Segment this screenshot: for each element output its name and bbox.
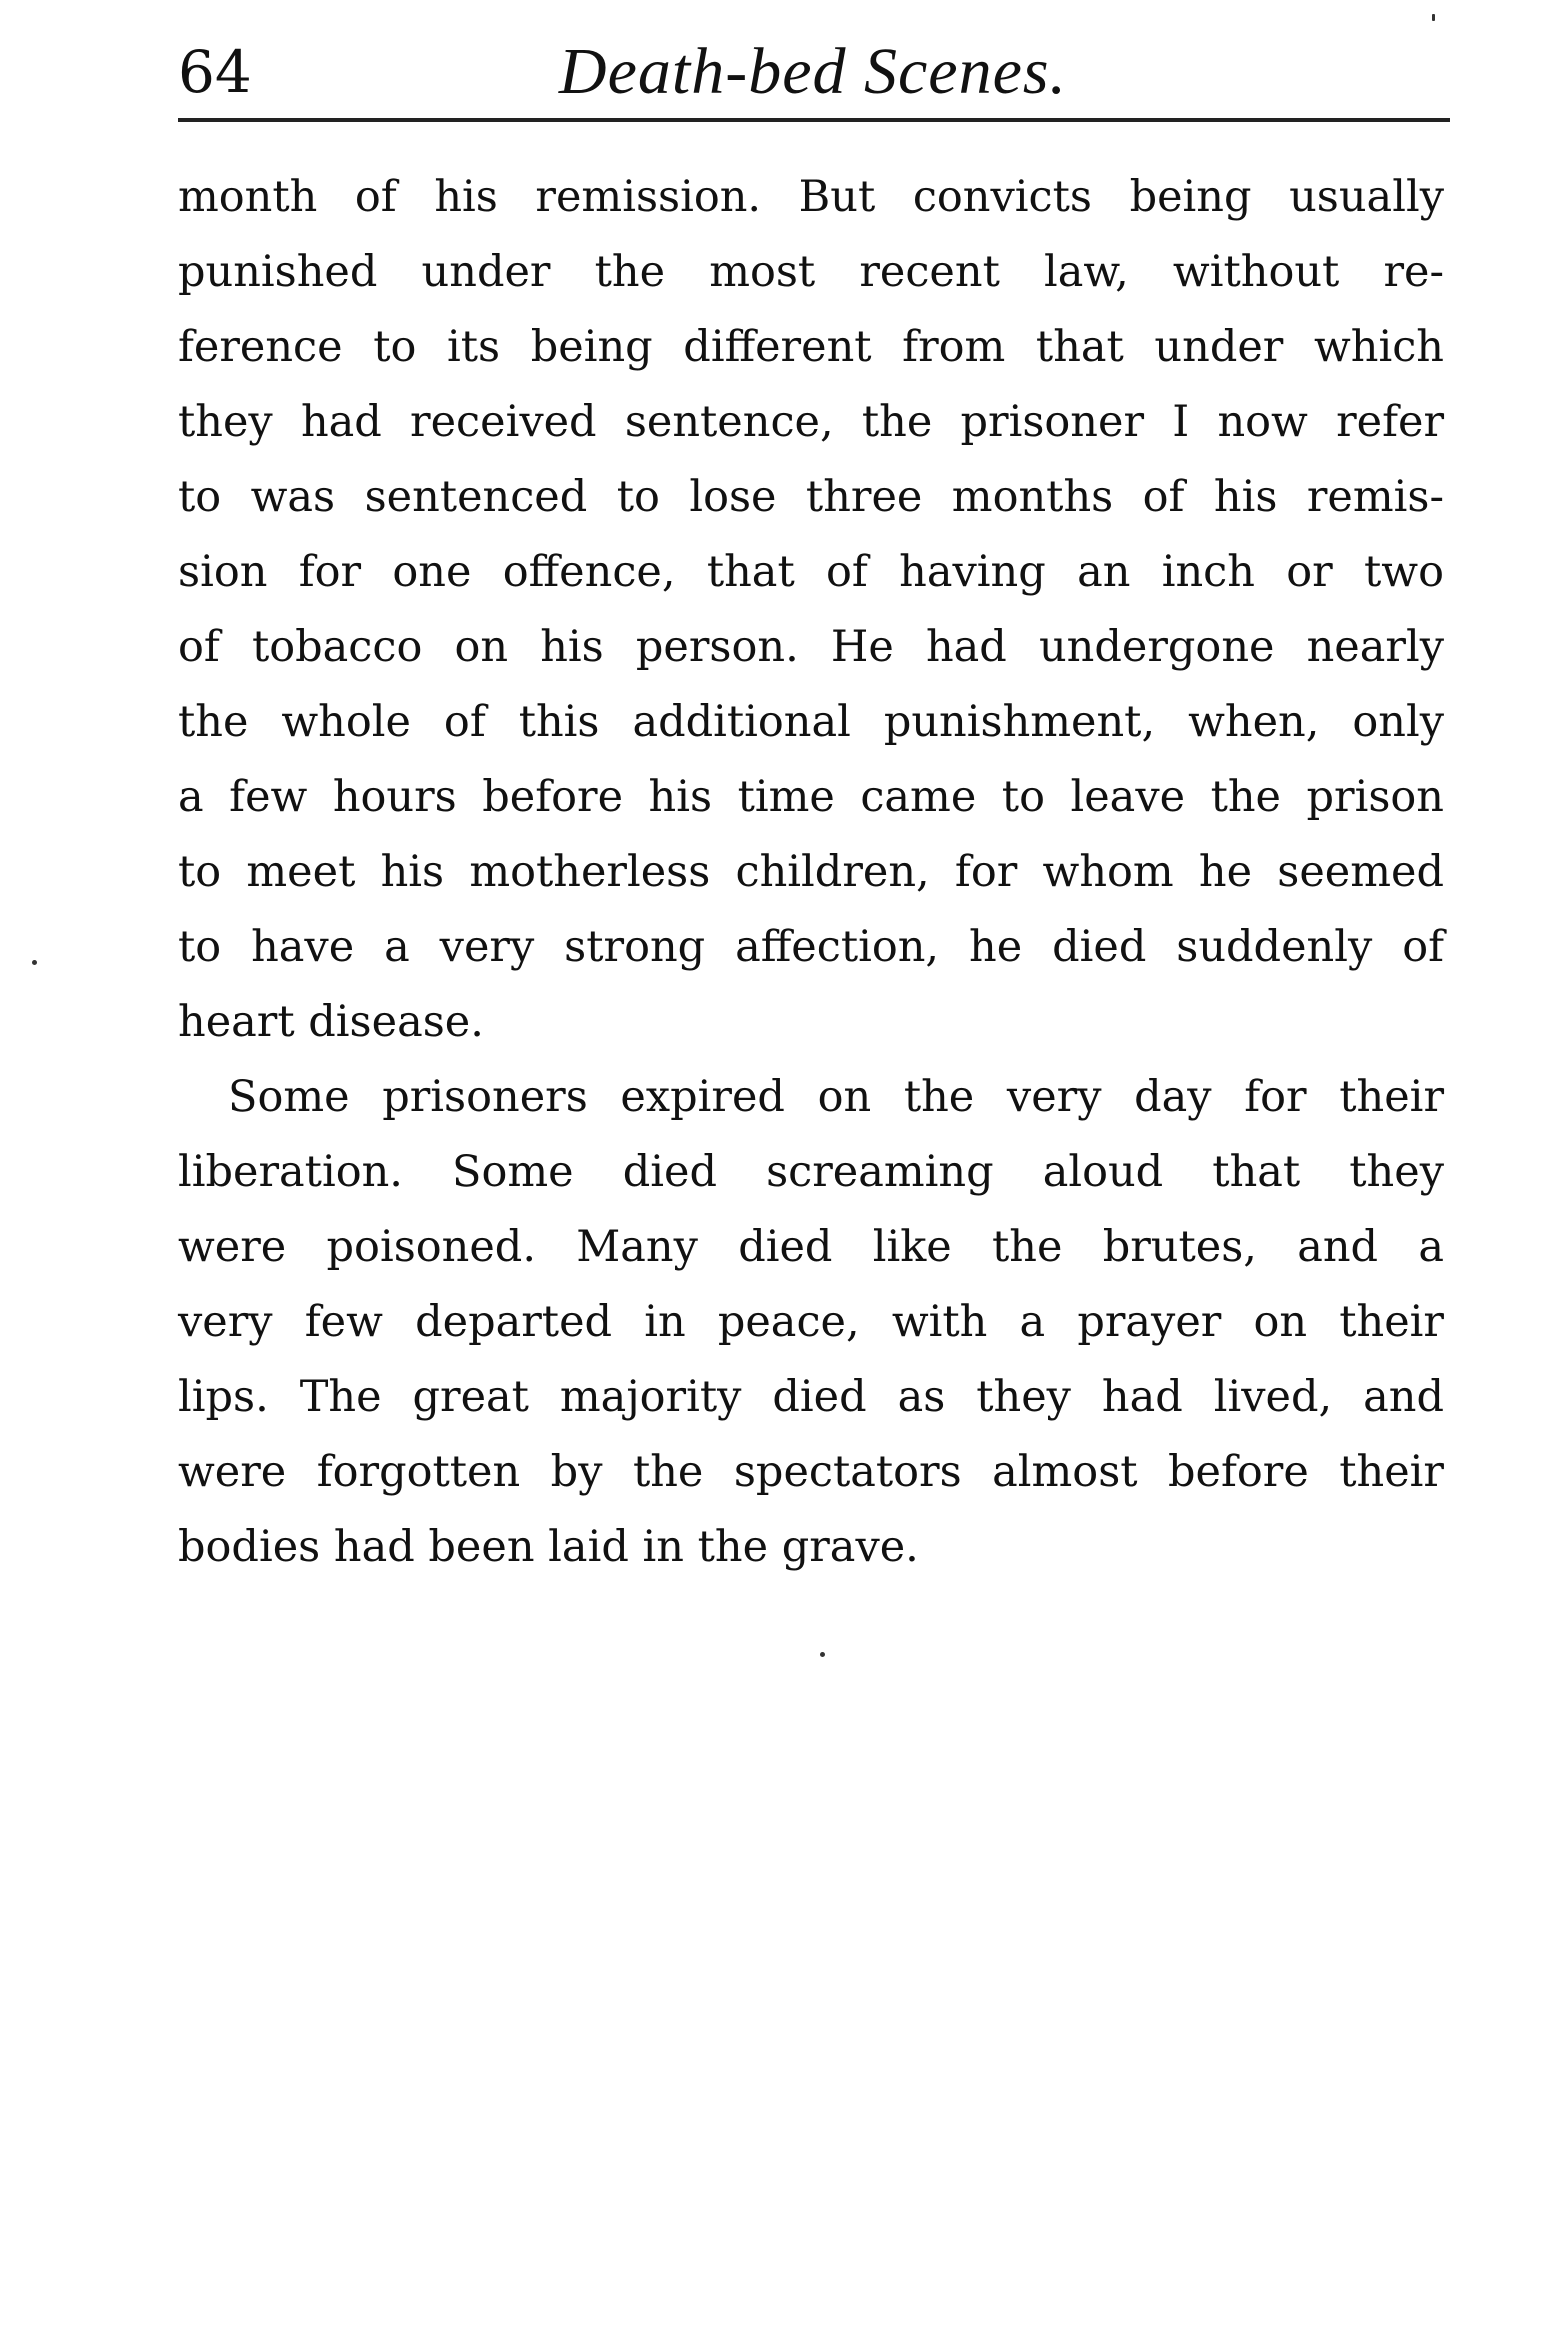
paragraph-1 xyxy=(178,160,1444,1060)
text-line: heart disease. xyxy=(178,997,484,1047)
text-line: sion for one offence, that of having an inch or two xyxy=(178,547,1444,597)
text-line: bodies had been laid in the grave. xyxy=(178,1522,919,1572)
text-line: liberation. Some died screaming aloud that they xyxy=(178,1147,1444,1197)
text-line: a few hours before his time came to leave the prison xyxy=(178,772,1444,822)
text-line: punished under the most recent law, without re- xyxy=(178,247,1444,297)
paragraph-2 xyxy=(178,1060,1444,1585)
text-line: to have a very strong affection, he died suddenly of xyxy=(178,922,1444,972)
page-number: 64 xyxy=(178,38,252,106)
text-line: to was sentenced to lose three months of his remis- xyxy=(178,472,1444,522)
text-line: were poisoned. Many died like the brutes, and a xyxy=(178,1222,1444,1272)
text-line: the whole of this additional punishment, when, only xyxy=(178,697,1444,747)
paper-speck xyxy=(32,960,37,965)
paper-speck xyxy=(1432,14,1435,21)
running-head xyxy=(178,22,1448,118)
text-line: Some prisoners expired on the very day for their xyxy=(228,1072,1444,1122)
text-line: very few departed in peace, with a prayer on their xyxy=(178,1297,1444,1347)
text-line: were forgotten by the spectators almost before their xyxy=(178,1447,1444,1497)
body-text xyxy=(178,160,1444,1585)
text-line: month of his remission. But convicts being usually xyxy=(178,172,1444,222)
paper-speck xyxy=(820,1652,825,1657)
text-line: ference to its being different from that under which xyxy=(178,322,1444,372)
text-line: they had received sentence, the prisoner I now refer xyxy=(178,397,1444,447)
running-title: Death-bed Scenes. xyxy=(558,35,1068,108)
header-rule xyxy=(178,118,1450,122)
text-line: of tobacco on his person. He had undergone nearly xyxy=(178,622,1444,672)
text-line: to meet his motherless children, for whom he seemed xyxy=(178,847,1444,897)
text-line: lips. The great majority died as they had lived, and xyxy=(178,1372,1444,1422)
